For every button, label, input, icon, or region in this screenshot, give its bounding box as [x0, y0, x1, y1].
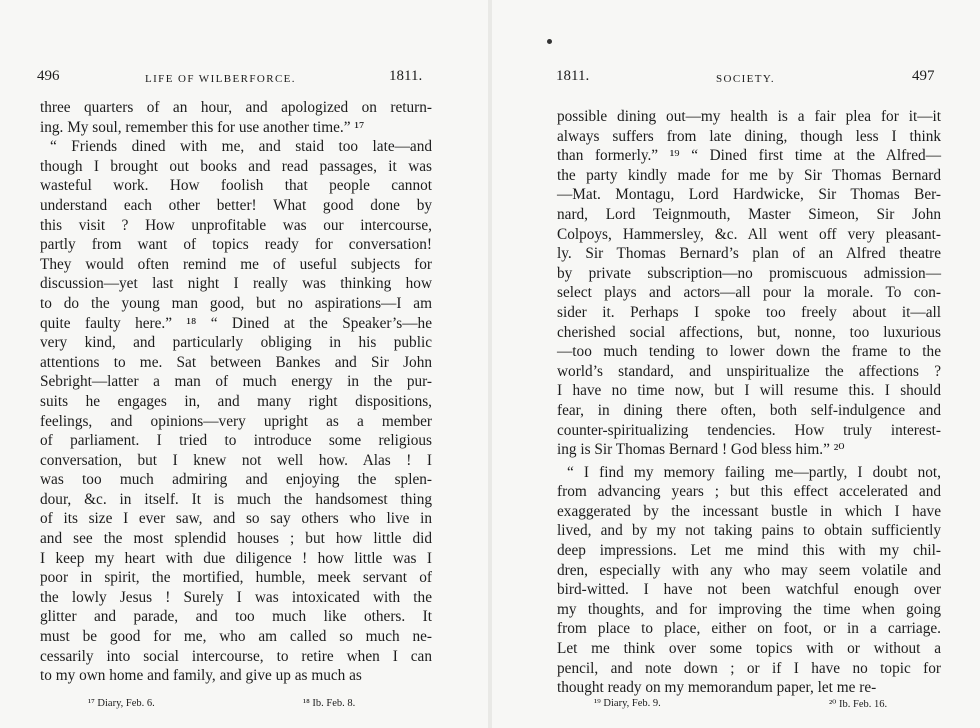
- running-head: SOCIETY.: [716, 73, 775, 85]
- text-line: I have no time now, but I will resume this. I should: [557, 382, 941, 400]
- text-line: Let me think over some topics with or without a: [557, 640, 941, 658]
- year-header: 1811.: [556, 68, 590, 84]
- text-line: pencil, and note down ; or if I have no topic for: [557, 659, 941, 677]
- text-line: They would often remind me of useful subjects for: [40, 255, 432, 273]
- text-line: “ I find my memory failing me—partly, I doubt not,: [567, 463, 941, 481]
- text-line: understand each other better! What good done by: [40, 196, 432, 214]
- text-line: conversation, but I knew not well how. Alas ! I: [40, 451, 432, 469]
- page-number: 496: [37, 68, 60, 84]
- text-line: than formerly.” ¹⁹ “ Dined first time at the Alfred—: [557, 147, 941, 165]
- text-line: of parliament. I tried to introduce some religious: [40, 432, 432, 450]
- text-line: ing is Sir Thomas Bernard ! God bless him.” ²⁰: [557, 441, 845, 459]
- text-line: ing. My soul, remember this for use another time.” ¹⁷: [40, 118, 365, 136]
- footnote: ¹⁹ Diary, Feb. 9.: [594, 698, 661, 709]
- text-line: quite faulty here.” ¹⁸ “ Dined at the Speaker’s—he: [40, 314, 432, 332]
- text-line: though I brought out books and read passages, it was: [40, 157, 432, 175]
- footnote: ¹⁸ Ib. Feb. 8.: [303, 698, 356, 709]
- text-line: the lowly Jesus ! Surely I was intoxicated with the: [40, 588, 432, 606]
- text-line: cherished social affections, but, nonne, too luxurious: [557, 323, 941, 341]
- page-number: 497: [912, 68, 935, 84]
- body-text: [40, 98, 432, 686]
- text-line: wasteful work. How foolish that people cannot: [40, 177, 432, 195]
- running-head: LIFE OF WILBERFORCE.: [145, 73, 296, 85]
- text-line: poor in spirit, the mortified, humble, meek servant of: [40, 569, 432, 587]
- year-header: 1811.: [389, 68, 423, 84]
- text-line: world’s standard, and unspiritualize the affections ?: [557, 362, 941, 380]
- text-line: Sebright—latter a man of much energy in the pur-: [40, 373, 432, 391]
- text-line: suits he engages in, and many right dispositions,: [40, 392, 432, 410]
- text-line: from place to place, either on foot, or in a carriage.: [557, 620, 941, 638]
- text-line: dour, &c. in itself. It is much the handsomest thing: [40, 490, 432, 508]
- text-line: discussion—yet last night I really was thinking how: [40, 275, 432, 293]
- text-line: fear, in dining there often, both self-indulgence and: [557, 401, 941, 419]
- text-line: thought ready on my memorandum paper, let me re-: [557, 679, 877, 697]
- print-speck: [547, 39, 552, 44]
- text-line: three quarters of an hour, and apologized on return-: [40, 99, 432, 116]
- text-line: lived, and by my not taking pains to obtain sufficiently: [557, 522, 941, 540]
- text-line: —Mat. Montagu, Lord Hardwicke, Sir Thomas Ber-: [557, 186, 941, 204]
- text-line: by private subscription—no promiscuous admission—: [557, 264, 941, 282]
- text-line: select plays and actors—all pour la morale. To con-: [557, 284, 941, 302]
- text-line: bird-witted. I have not been watchful enough over: [557, 581, 941, 599]
- text-line: partly from want of topics ready for conversation!: [40, 236, 432, 254]
- text-line: of its size I ever saw, and so say others who live in: [40, 510, 432, 528]
- footnote: ¹⁷ Diary, Feb. 6.: [88, 698, 155, 709]
- text-line: from advancing years ; but this effect accelerated and: [557, 483, 941, 501]
- text-line: attentions to me. Sat between Bankes and Sir John: [40, 353, 432, 371]
- text-line: glitter and parade, and too much like others. It: [40, 608, 432, 626]
- right-page: [490, 0, 980, 728]
- text-line: dren, especially with any who may seem volatile and: [557, 561, 941, 579]
- text-line: feelings, and opinions—very upright as a member: [40, 412, 432, 430]
- text-line: nard, Lord Teignmouth, Master Simeon, Sir John: [557, 205, 941, 223]
- text-line: very kind, and particularly obliging in his public: [40, 334, 432, 352]
- text-line: to do the young man good, but no aspirations—I am: [40, 294, 432, 312]
- text-line: this visit ? How unprofitable was our intercourse,: [40, 216, 432, 234]
- text-line: cessarily into social intercourse, to retire when I can: [40, 647, 432, 665]
- text-line: “ Friends dined with me, and staid too late—and: [50, 138, 432, 156]
- text-line: —too much tending to lower down the frame to the: [557, 343, 941, 361]
- text-line: to my own home and family, and give up as much as: [40, 667, 362, 685]
- body-text: [557, 107, 941, 698]
- text-line: exaggerated by the incessant bustle in which I have: [557, 502, 941, 520]
- text-line: sider it. Perhaps I spoke too freely about it—all: [557, 303, 941, 321]
- text-line: Colpoys, Hammersley, &c. All went off very pleasant-: [557, 225, 941, 243]
- text-line: possible dining out—my health is a fair plea for it—it: [557, 108, 941, 125]
- text-line: was too much admiring and enjoying the splen-: [40, 471, 432, 489]
- footnote: ²⁰ Ib. Feb. 16.: [829, 699, 888, 710]
- text-line: and see the most splendid houses ; but how little did: [40, 530, 432, 548]
- text-line: the party kindly made for me by Sir Thomas Bernard: [557, 166, 941, 184]
- text-line: counter-spiritualizing tendencies. How truly interest-: [557, 421, 941, 439]
- text-line: I keep my heart with due diligence ! how little was I: [40, 549, 432, 567]
- text-line: always suffers from late dining, though less I think: [557, 127, 941, 145]
- text-line: ly. Sir Thomas Bernard’s plan of an Alfred theatre: [557, 245, 941, 263]
- text-line: must be good for me, who am called so much ne-: [40, 628, 432, 646]
- text-line: my thoughts, and for improving the time when going: [557, 600, 941, 618]
- text-line: deep impressions. Let me mind this with my chil-: [557, 542, 941, 560]
